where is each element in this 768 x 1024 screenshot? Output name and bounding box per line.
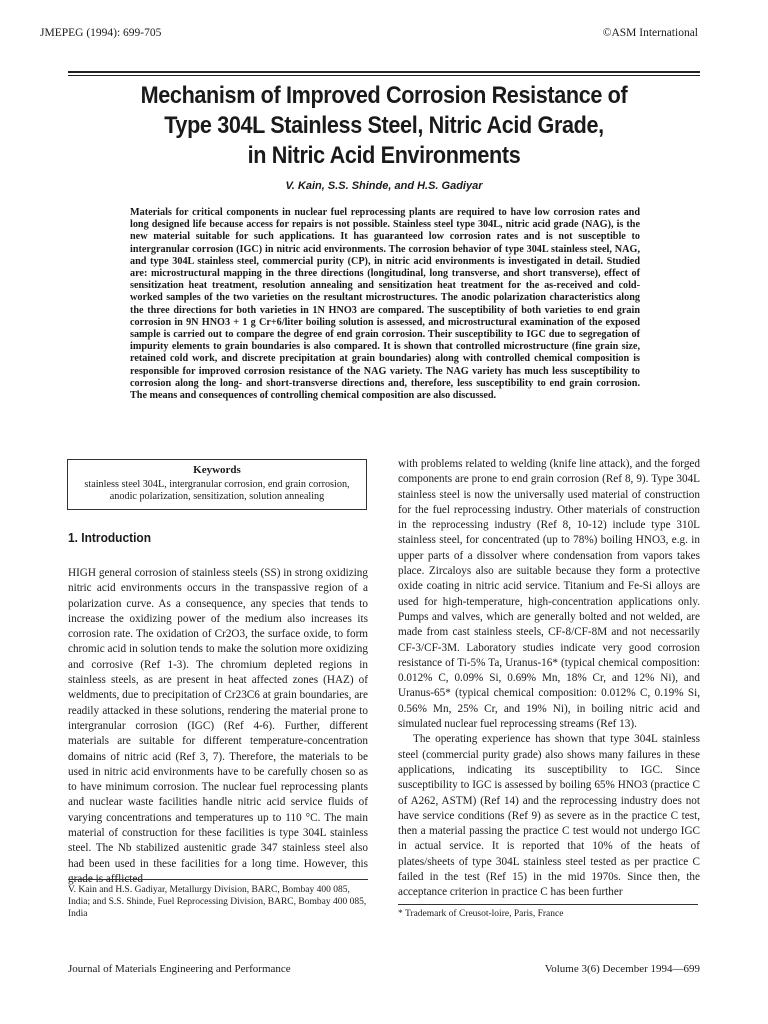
paper-title [92, 81, 675, 171]
header-rule-thin [68, 75, 700, 76]
body-paragraph: HIGH general corrosion of stainless steels (SS) in strong oxidizing nitric acid environments occurs in the transpassive region of a polarization curve. As a consequence, any species that tends to increase the oxidizing power of the medium also increases its corrosion rate. The oxidation of Cr2O3, the surface oxide, to form chromic acid in solution tends to make the solution more oxidizing and corrosive (Ref 1-3). The chromium depleted regions in stainless steels, as are present in heat affected zones (HAZ) of weldments, due to precipitation of Cr23C6 at grain boundaries, are readily attacked in these solutions, rendering the material prone to intergranular corrosion (IGC) (Ref 4-6). Further, different materials are suitable for different temperature-concentration domains of nitric acid (Ref 3, 7). Therefore, the materials to be used in nitric acid environments have to be carefully chosen so as to have minimum corrosion. The nuclear fuel reprocessing plants and nuclear waste facilities handle nitric acid service fluids of varying concentrations and temperatures up to 110 °C. The main material of construction for these facilities is type 304L stainless steel. The Nb stabilized austenitic grade 347 stainless steel also had been used in these facilities for a long time. However, this grade is afflicted [68, 567, 368, 885]
title-line-2: Type 304L Stainless Steel, Nitric Acid Grade, [164, 112, 604, 139]
body-column-right [398, 457, 700, 901]
author-list: V. Kain, S.S. Shinde, and H.S. Gadiyar [285, 180, 483, 192]
running-head [40, 27, 698, 39]
section-heading-introduction: 1. Introduction [68, 530, 152, 545]
journal-name: Journal of Materials Engineering and Performance [68, 963, 291, 975]
body-paragraph: with problems related to welding (knife line attack), and the forged components are prone to end grain corrosion (Ref 8, 9). Type 304L stainless steel is now the universally used material of construction for the fuel reprocessing industry. Other materials of construction in the reprocessing industry (Ref 8, 10-12) include type 310L stainless steel, for concentrated (up to 78%) boiling HNO3, e.g. in upper parts of a dissolver where condensation from vapors takes place. Zircaloys also are suitable because they form a protective oxide coating in nitric acid service. Titanium and Fe-Si alloys are used for high-temperature, high-concentration applications only. Pumps and valves, which are generally bolted and not welded, are made from cast stainless steels, CF-8/CF-8M and not necessarily CF-3/CF-3M. Laboratory studies indicate very good corrosion resistance of Ti-5% Ta, Uranus-16* (typical chemical composition: 0.012% C, 0.09% Si, 0.69% Mn, 18% Cr, and 12% Ni), and Uranus-65* (typical chemical composition: 0.012% C, 0.19% Si, 0.56% Mn, 25% Cr, and 19% Ni), in boiling nitric acid and simulated nuclear fuel reprocessing streams (Ref 13). [398, 458, 700, 731]
body-column-left [68, 566, 368, 887]
publisher-copyright: ©ASM International [602, 27, 698, 39]
volume-page: Volume 3(6) December 1994—699 [544, 963, 700, 975]
abstract: Materials for critical components in nuclear fuel reprocessing plants are required to have low corrosion rates and long designed life because access for repairs is not possible. Stainless steel type 304L, nitric acid grade (NAG), is the new material suitable for such applications. It has guaranteed low corrosion rates and is not susceptible to intergranular corrosion (IGC) in nitric acid environments. The corrosion behavior of type 304L stainless steel, NAG, and type 304L stainless steel, commercial purity (CP), in nitric acid environments is investigated in detail. Studied are: microstructural mapping in the three directions (longitudinal, long transverse, and short transverse), effect of sensitization heat treatment, resolution annealing and sensitization heat treatment for the as-received and cold-worked samples of the two varieties on the resultant microstructures. The anodic polarization characteristics along the three directions for both varieties in 1N HNO3 are compared. The susceptibility of both varieties to end grain corrosion in 9N HNO3 + 1 g Cr+6/liter boiling solution is assessed, and microstructural examination of the exposed sample is carried out to compare the degree of end grain corrosion. Their susceptibility to IGC due to segregation of impurity elements to grain boundaries is also compared. It is shown that controlled microstructure (fine grain size, retained cold work, and discrete precipitation at grain boundaries) along with controlled chemical composition is responsible for improved corrosion resistance of the NAG variety. The NAG variety has much less susceptibility to corrosion along the long- and short-transverse directions and, therefore, less susceptibility to end grain corrosion. The means and consequences of controlling chemical composition are also discussed. [130, 207, 640, 402]
title-line-1: Mechanism of Improved Corrosion Resistance of [140, 82, 628, 109]
body-paragraph: The operating experience has shown that type 304L stainless steel (commercial purity grade) also shows many failures in these applications, indicating its susceptibility to IGC. Since susceptibility to IGC is assessed by boiling 65% HNO3 (practice C of A262, ASTM) (Ref 14) and the reprocessing industry does not have service conditions (Ref 9) as severe as in the practice C test, then a material passing the practice C test would not undergo IGC in actual service. It is reported that 10% of the heats of plates/sheets of type 304L stainless steel tested as per practice C failed in the test (Ref 15) in the mid 1970s. Since then, the acceptance criterion in practice C has been further [398, 733, 700, 899]
footnote-rule [398, 904, 698, 905]
footnote-rule [68, 879, 368, 880]
keywords-box [67, 459, 367, 510]
keywords-list: stainless steel 304L, intergranular corrosion, end grain corrosion, anodic polarization, sensitization, solution annealing [84, 479, 350, 502]
page-footer [68, 963, 700, 975]
journal-citation: JMEPEG (1994): 699-705 [40, 27, 162, 39]
header-rule [68, 71, 700, 73]
trademark-footnote: * Trademark of Creusot-loire, Paris, France [398, 909, 564, 919]
author-affiliation-footnote: V. Kain and H.S. Gadiyar, Metallurgy Division, BARC, Bombay 400 085, India; and S.S. Shinde, Fuel Reprocessing Division, BARC, Bombay 400 085, India [68, 885, 367, 919]
title-line-3: in Nitric Acid Environments [247, 142, 521, 169]
keywords-heading: Keywords [193, 464, 241, 476]
